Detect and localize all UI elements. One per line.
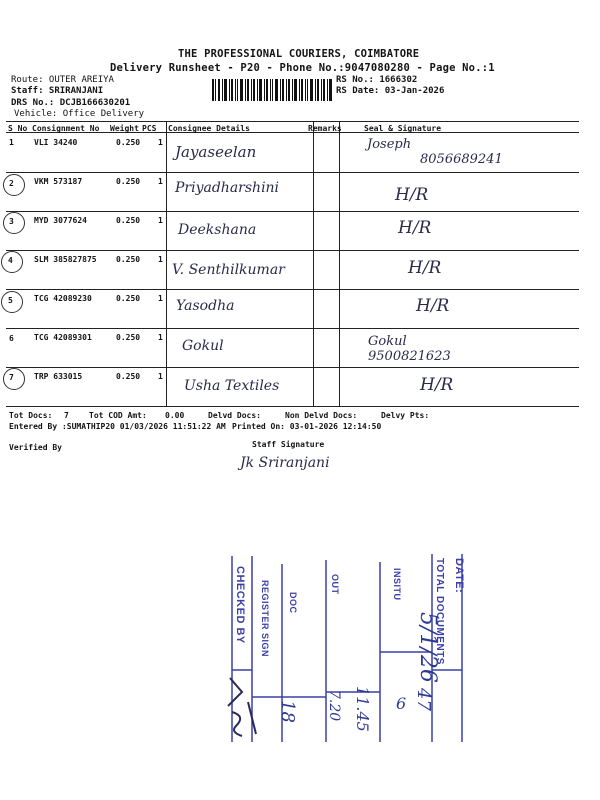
barcode-graphic xyxy=(212,79,332,101)
non-delvd-docs-label: Non Delvd Docs: xyxy=(285,411,358,420)
barcode xyxy=(212,79,332,101)
column-divider xyxy=(339,121,340,406)
row-sno: 7 xyxy=(9,373,14,382)
row-consignment: MYD 3077624 xyxy=(34,216,87,225)
row-pcs: 1 xyxy=(158,177,163,186)
row-weight: 0.250 xyxy=(116,177,141,186)
table-top-rule xyxy=(6,121,579,122)
row-signature-handwritten: H/R xyxy=(416,296,450,316)
row-sno: 4 xyxy=(8,256,13,265)
row-sno: 2 xyxy=(9,179,14,188)
stamp-doc-label: DOC xyxy=(288,592,298,614)
row-circle-mark xyxy=(3,212,25,234)
row-signature-handwritten: Gokul xyxy=(368,334,407,349)
row-divider xyxy=(6,367,579,368)
stamp-total-documents: TOTAL DOCUMENTS xyxy=(434,558,445,665)
route-label: Route: OUTER AREIYA xyxy=(11,75,114,85)
stamp-time-value: 7.20 xyxy=(326,690,342,722)
stamp-checker-initials xyxy=(222,672,262,742)
row-pcs: 1 xyxy=(158,294,163,303)
cod-value: 0.00 xyxy=(165,411,185,420)
row-weight: 0.250 xyxy=(116,216,141,225)
tot-docs-label: Tot Docs: xyxy=(9,411,53,420)
row-consignee-handwritten: Priyadharshini xyxy=(175,180,280,196)
stamp-register-sign: REGISTER SIGN xyxy=(260,580,270,658)
delvd-docs-label: Delvd Docs: xyxy=(208,411,261,420)
row-consignee-handwritten: Gokul xyxy=(182,338,224,354)
delvy-pts-label: Delvy Pts: xyxy=(381,411,430,420)
row-consignee-handwritten: Jayaseelan xyxy=(175,143,257,161)
stamp-doc-value: 18 xyxy=(277,700,298,723)
office-stamp xyxy=(222,552,472,752)
row-circle-mark xyxy=(3,368,25,390)
row-weight: 0.250 xyxy=(116,138,141,147)
stamp-date-label: DATE: xyxy=(453,558,465,594)
row-pcs: 1 xyxy=(158,138,163,147)
row-consignee-handwritten: Yasodha xyxy=(176,298,235,314)
row-consignee-handwritten: V. Senthilkumar xyxy=(172,262,285,278)
col-header-consignment: Consignment No xyxy=(32,124,100,133)
row-pcs: 1 xyxy=(158,216,163,225)
row-consignment: VKM 573187 xyxy=(34,177,83,186)
row-signature-handwritten: H/R xyxy=(420,375,454,395)
row-consignment: VLI 34240 xyxy=(34,138,78,147)
entered-by: Entered By :SUMATHIP20 01/03/2026 11:51:22 AM xyxy=(9,422,226,431)
row-divider xyxy=(6,172,579,173)
row-signature-handwritten: Joseph xyxy=(367,137,412,152)
row-divider xyxy=(6,250,579,251)
cod-label: Tot COD Amt: xyxy=(89,411,147,420)
runsheet-subtitle: Delivery Runsheet - P20 - Phone No.:9047080280 - Page No.:1 xyxy=(110,62,495,74)
row-weight: 0.250 xyxy=(116,333,141,342)
row-pcs: 1 xyxy=(158,372,163,381)
row-pcs: 1 xyxy=(158,255,163,264)
row-sno: 1 xyxy=(9,138,14,147)
drs-number: DRS No.: DCJB166630201 xyxy=(11,98,131,108)
stamp-date-value: 5/1/26 xyxy=(415,612,440,683)
row-weight: 0.250 xyxy=(116,372,141,381)
row-divider xyxy=(6,211,579,212)
row-sno: 3 xyxy=(9,217,14,226)
stamp-insitu-value: 6 xyxy=(396,694,407,713)
staff-signature-handwritten: Jk Sriranjani xyxy=(240,455,330,471)
staff-signature-label: Staff Signature xyxy=(252,440,325,449)
col-header-consignee: Consignee Details xyxy=(168,124,250,133)
col-header-pcs: PCS xyxy=(142,124,157,133)
row-weight: 0.250 xyxy=(116,294,141,303)
row-circle-mark xyxy=(3,174,25,196)
column-divider xyxy=(313,121,314,406)
row-consignment: TCG 42089301 xyxy=(34,333,92,342)
rs-date: RS Date: 03-Jan-2026 xyxy=(336,86,445,96)
row-pcs: 1 xyxy=(158,333,163,342)
row-signature-phone: 9500821623 xyxy=(368,349,451,364)
tot-docs-value: 7 xyxy=(64,411,69,420)
row-signature-handwritten: H/R xyxy=(398,218,432,238)
row-consignment: TRP 633015 xyxy=(34,372,83,381)
column-divider xyxy=(166,121,167,406)
verified-by-label: Verified By xyxy=(9,443,62,452)
row-weight: 0.250 xyxy=(116,255,141,264)
staff-label: Staff: SRIRANJANI xyxy=(11,86,104,96)
vehicle-label: Vehicle: Office Delivery xyxy=(14,109,145,119)
company-title: THE PROFESSIONAL COURIERS, COIMBATORE xyxy=(178,48,420,60)
col-header-weight: Weight xyxy=(110,124,139,133)
stamp-insitu-label: INSITU xyxy=(392,568,402,601)
printed-on: Printed On: 03-01-2026 12:14:50 xyxy=(232,422,382,431)
row-signature-phone: 8056689241 xyxy=(420,152,503,167)
col-header-seal-signature: Seal & Signature xyxy=(364,124,442,133)
row-consignee-handwritten: Deekshana xyxy=(178,222,257,238)
row-sno: 5 xyxy=(8,296,13,305)
row-consignee-handwritten: Usha Textiles xyxy=(184,378,280,394)
stamp-out-value: 11.45 xyxy=(353,686,372,732)
stamp-checked-by: CHECKED BY xyxy=(234,566,246,644)
row-signature-handwritten: H/R xyxy=(395,185,429,205)
stamp-out-label: OUT xyxy=(330,574,340,595)
stamp-total-value: 47 xyxy=(413,688,434,711)
rs-number: RS No.: 1666302 xyxy=(336,75,418,85)
table-bottom-rule xyxy=(6,406,579,407)
col-header-sno: S No xyxy=(8,124,28,133)
row-divider xyxy=(6,289,579,290)
row-consignment: TCG 42089230 xyxy=(34,294,92,303)
row-divider xyxy=(6,328,579,329)
row-signature-handwritten: H/R xyxy=(408,258,442,278)
row-consignment: SLM 385827875 xyxy=(34,255,97,264)
col-header-remarks: Remarks xyxy=(308,124,342,133)
row-sno: 6 xyxy=(9,334,14,343)
